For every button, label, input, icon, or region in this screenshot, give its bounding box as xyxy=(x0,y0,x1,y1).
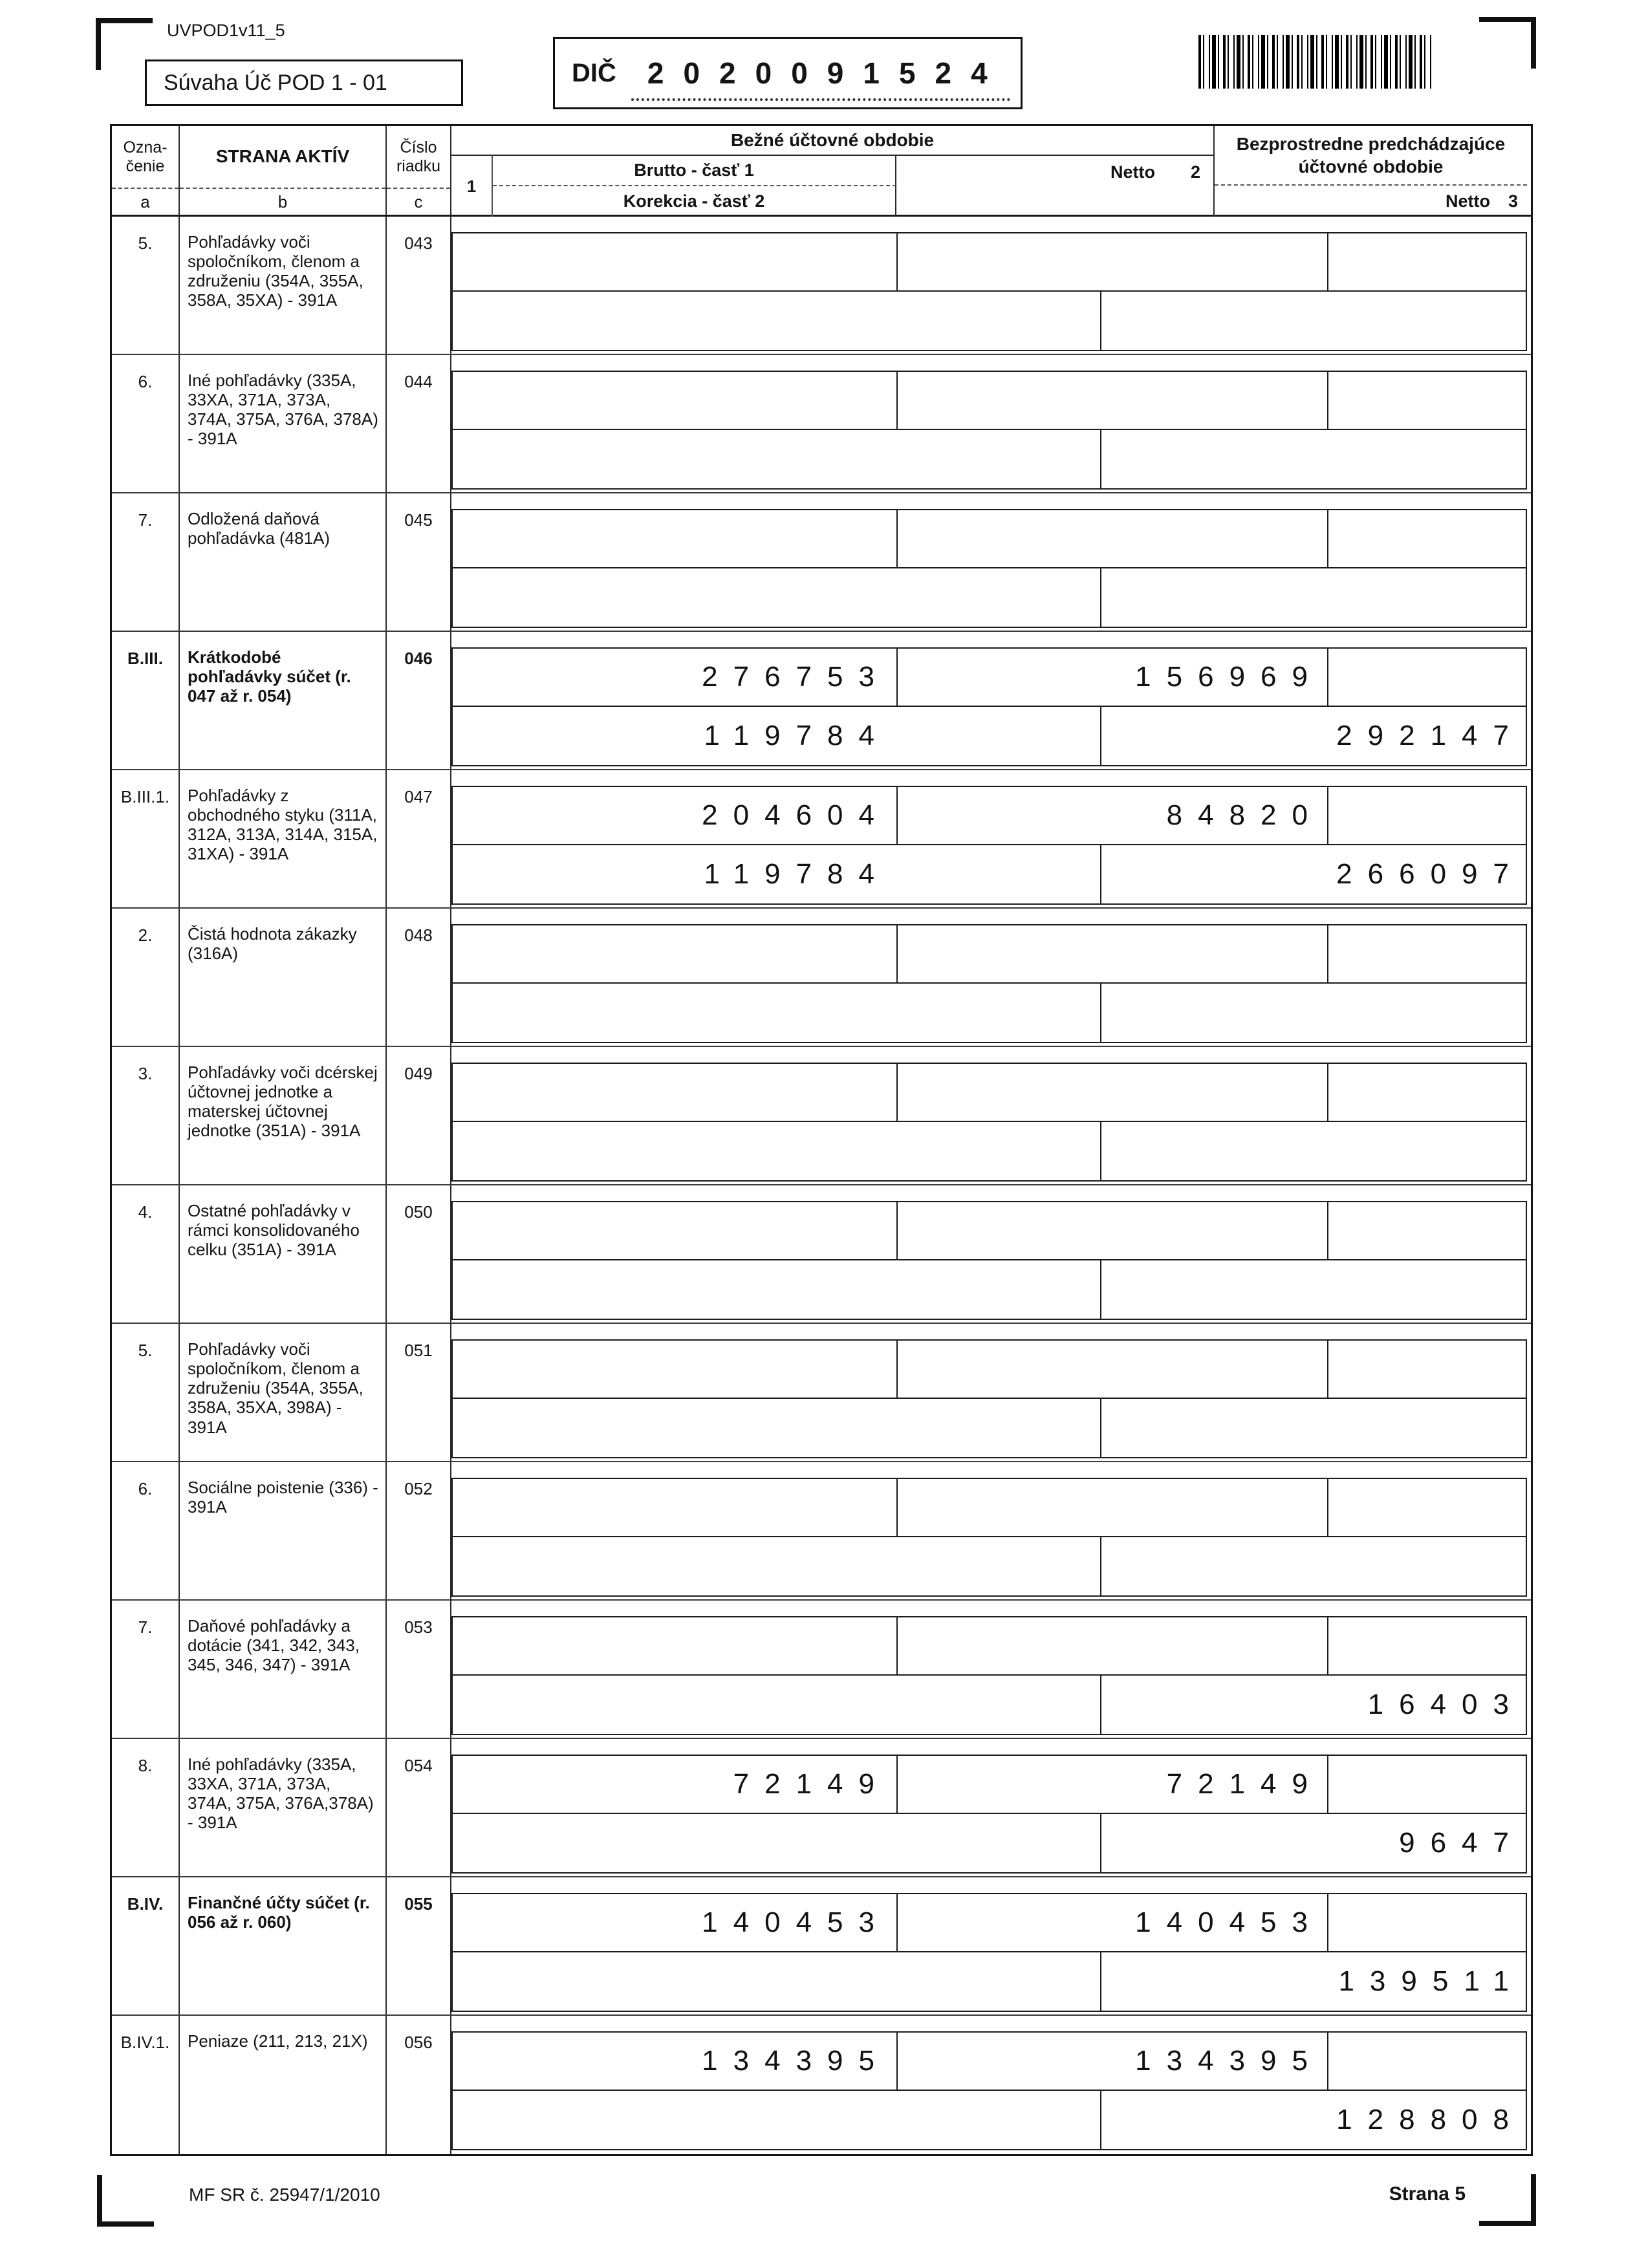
korekcia-and-previous-netto-cells xyxy=(451,1674,1527,1735)
table-row xyxy=(112,1601,1531,1739)
current-period-cells xyxy=(451,232,1328,292)
previous-netto-value: 139511 xyxy=(1338,1965,1524,1997)
netto-value: 84820 xyxy=(1166,799,1323,831)
netto-value: 156969 xyxy=(1135,661,1323,693)
row-label: Finančné účty súčet (r. 056 až r. 060) xyxy=(180,1877,387,2014)
previous-netto-value xyxy=(1099,1260,1526,1319)
row-designation: 6. xyxy=(112,355,180,492)
previous-netto-column-header xyxy=(1215,186,1527,217)
netto-label: Netto xyxy=(1110,162,1155,182)
crop-mark-top-left xyxy=(96,18,153,70)
row-label: Ostatné pohľadávky v rámci konsolidovaného celku (351A) - 391A xyxy=(180,1185,387,1323)
row-line-number: 055 xyxy=(387,1877,451,2014)
korekcia-and-previous-netto-cells xyxy=(451,429,1527,490)
previous-netto-value xyxy=(1099,1399,1526,1457)
row-designation: 5. xyxy=(112,1324,180,1461)
column-number-1: 1 xyxy=(451,156,493,217)
korekcia-and-previous-netto-cells xyxy=(451,1121,1527,1182)
table-row xyxy=(112,1462,1531,1601)
previous-period-header xyxy=(1215,126,1527,186)
korekcia-and-previous-netto-cells xyxy=(451,1813,1527,1874)
korekcia-and-previous-netto-cells xyxy=(451,1951,1527,2012)
row-value-area xyxy=(451,770,1531,907)
korekcia-and-previous-netto-cells xyxy=(451,290,1527,351)
korekcia-value xyxy=(453,1260,898,1319)
row-line-number: 049 xyxy=(387,1047,451,1184)
current-period-header: Bežné účtovné obdobie xyxy=(451,126,1215,156)
table-body xyxy=(112,217,1531,2154)
netto-value xyxy=(898,1202,1330,1259)
table-row xyxy=(112,1324,1531,1462)
table-row xyxy=(112,2016,1531,2154)
row-line-number: 051 xyxy=(387,1324,451,1461)
row-value-area xyxy=(451,1601,1531,1738)
line-number-title-line2: riadku xyxy=(396,157,441,175)
korekcia-and-previous-netto-cells xyxy=(451,706,1527,766)
line-number-column-header xyxy=(387,126,451,215)
dic-value: 2020091524 xyxy=(647,56,1007,90)
row-label: Pohľadávky voči spoločníkom, členom a združeniu (354A, 355A, 358A, 35XA) - 391A xyxy=(180,217,387,354)
previous-netto-value xyxy=(1099,430,1526,488)
korekcia-value xyxy=(453,1952,898,2011)
row-designation: 3. xyxy=(112,1047,180,1184)
netto-column-header xyxy=(898,156,1215,217)
brutto-value xyxy=(453,1202,898,1259)
korekcia-and-previous-netto-cells xyxy=(451,982,1527,1043)
brutto-value xyxy=(453,1341,898,1398)
netto-value: 140453 xyxy=(1135,1906,1323,1938)
current-period-cells xyxy=(451,1893,1328,1952)
korekcia-value xyxy=(453,1122,898,1180)
previous-netto-value: 292147 xyxy=(1336,720,1524,751)
previous-period-blank-cell xyxy=(1327,509,1527,568)
brutto-value: 204604 xyxy=(702,799,890,831)
table-row xyxy=(112,355,1531,493)
korekcia-value xyxy=(453,1537,898,1595)
previous-period-blank-cell xyxy=(1327,1201,1527,1260)
table-header xyxy=(112,126,1531,217)
korekcia-and-previous-netto-cells xyxy=(451,1398,1527,1458)
row-designation: 7. xyxy=(112,1601,180,1738)
korekcia-column-header: Korekcia - časť 2 xyxy=(493,186,896,217)
line-number-column-title xyxy=(387,126,450,188)
netto-value xyxy=(898,1341,1330,1398)
column-letter-c: c xyxy=(387,188,450,215)
korekcia-value: 119784 xyxy=(704,858,890,890)
previous-netto-label: Netto xyxy=(1445,191,1490,211)
designation-column-title xyxy=(112,126,179,188)
row-value-area xyxy=(451,355,1531,492)
dic-label: DIČ xyxy=(572,58,616,87)
table-row xyxy=(112,1047,1531,1185)
netto-value xyxy=(898,1617,1330,1674)
designation-title-line2: čenie xyxy=(125,157,165,175)
current-period-cells xyxy=(451,1616,1328,1676)
row-label: Pohľadávky voči dcérskej účtovnej jednotke a materskej účtovnej jednotke (351A) - 391A xyxy=(180,1047,387,1184)
row-line-number: 050 xyxy=(387,1185,451,1323)
row-label: Daňové pohľadávky a dotácie (341, 342, 343, 345, 346, 347) - 391A xyxy=(180,1601,387,1738)
form-version-code: UVPOD1v11_5 xyxy=(167,21,285,40)
designation-title-line1: Ozna- xyxy=(123,138,168,157)
barcode xyxy=(1198,35,1433,89)
crop-mark-top-right xyxy=(1479,17,1536,69)
row-designation: 7. xyxy=(112,493,180,631)
form-reference: MF SR č. 25947/1/2010 xyxy=(189,2185,380,2205)
row-designation: 6. xyxy=(112,1462,180,1599)
table-row xyxy=(112,632,1531,770)
table-row xyxy=(112,1739,1531,1877)
period-headers xyxy=(451,126,1531,215)
previous-period-blank-cell xyxy=(1327,647,1527,707)
row-line-number: 047 xyxy=(387,770,451,907)
row-designation: 4. xyxy=(112,1185,180,1323)
row-value-area xyxy=(451,493,1531,631)
previous-period-blank-cell xyxy=(1327,371,1527,430)
current-period-cells xyxy=(451,371,1328,430)
row-value-area xyxy=(451,1877,1531,2014)
row-value-area xyxy=(451,909,1531,1046)
line-number-title-line1: Číslo xyxy=(400,138,437,157)
brutto-value: 140453 xyxy=(702,1906,890,1938)
row-line-number: 045 xyxy=(387,493,451,631)
brutto-value xyxy=(453,372,898,429)
strana-aktiv-column-header xyxy=(180,126,387,215)
row-line-number: 043 xyxy=(387,217,451,354)
brutto-value: 276753 xyxy=(702,661,890,693)
current-period-cells xyxy=(451,1478,1328,1537)
previous-netto-value: 16403 xyxy=(1367,1689,1524,1720)
previous-period-blank-cell xyxy=(1327,1616,1527,1676)
current-period-cells xyxy=(451,647,1328,707)
row-label: Čistá hodnota zákazky (316A) xyxy=(180,909,387,1046)
netto-value xyxy=(898,1479,1330,1536)
netto-value: 72149 xyxy=(1166,1768,1323,1800)
netto-value xyxy=(898,233,1330,290)
row-line-number: 056 xyxy=(387,2016,451,2154)
current-period-cells xyxy=(451,1339,1328,1399)
brutto-value xyxy=(453,233,898,290)
row-line-number: 044 xyxy=(387,355,451,492)
row-value-area xyxy=(451,217,1531,354)
korekcia-value xyxy=(453,1399,898,1457)
korekcia-value xyxy=(453,2091,898,2149)
previous-period-blank-cell xyxy=(1327,1755,1527,1814)
row-designation: B.III. xyxy=(112,632,180,769)
row-label: Krátkodobé pohľadávky súčet (r. 047 až r. 054) xyxy=(180,632,387,769)
current-period-cells xyxy=(451,509,1328,568)
current-period-cells xyxy=(451,2031,1328,2091)
row-line-number: 052 xyxy=(387,1462,451,1599)
previous-netto-value xyxy=(1099,1122,1526,1180)
column-letter-b: b xyxy=(180,188,385,215)
row-designation: 8. xyxy=(112,1739,180,1876)
row-designation: B.III.1. xyxy=(112,770,180,907)
row-value-area xyxy=(451,1185,1531,1323)
row-line-number: 053 xyxy=(387,1601,451,1738)
korekcia-and-previous-netto-cells xyxy=(451,844,1527,905)
form-title-box xyxy=(145,59,463,106)
strana-aktiv-title: STRANA AKTÍV xyxy=(215,146,350,167)
brutto-value xyxy=(453,925,898,982)
korekcia-value xyxy=(453,1814,898,1872)
row-line-number: 054 xyxy=(387,1739,451,1876)
page-number: Strana 5 xyxy=(1389,2183,1466,2205)
korekcia-value xyxy=(453,292,898,350)
netto-value xyxy=(898,372,1330,429)
netto-value xyxy=(898,925,1330,982)
brutto-value: 134395 xyxy=(702,2045,890,2077)
current-period-cells xyxy=(451,1201,1328,1260)
assets-table xyxy=(110,124,1533,2156)
previous-netto-value xyxy=(1099,984,1526,1042)
previous-netto-value: 128808 xyxy=(1336,2104,1524,2135)
previous-netto-value: 9647 xyxy=(1399,1827,1524,1859)
dic-comb-line xyxy=(631,98,1010,101)
row-label: Pohľadávky z obchodného styku (311A, 312A, 313A, 314A, 315A, 31XA) - 391A xyxy=(180,770,387,907)
previous-netto-value xyxy=(1099,568,1526,627)
dic-box xyxy=(553,37,1023,109)
designation-column-header xyxy=(112,126,180,215)
netto-value xyxy=(898,1064,1330,1121)
netto-value xyxy=(898,510,1330,567)
row-label: Iné pohľadávky (335A, 33XA, 371A, 373A, 374A, 375A, 376A,378A) - 391A xyxy=(180,1739,387,1876)
table-row xyxy=(112,217,1531,355)
column-number-3: 3 xyxy=(1508,191,1518,211)
row-line-number: 046 xyxy=(387,632,451,769)
column-number-2: 2 xyxy=(1190,162,1200,182)
brutto-value xyxy=(453,1617,898,1674)
korekcia-and-previous-netto-cells xyxy=(451,1536,1527,1597)
korekcia-and-previous-netto-cells xyxy=(451,567,1527,628)
row-label: Iné pohľadávky (335A, 33XA, 371A, 373A, 374A, 375A, 376A, 378A) - 391A xyxy=(180,355,387,492)
korekcia-value xyxy=(453,430,898,488)
row-label: Pohľadávky voči spoločníkom, členom a združeniu (354A, 355A, 358A, 35XA, 398A) - 391A xyxy=(180,1324,387,1461)
korekcia-value xyxy=(453,1676,898,1734)
korekcia-value xyxy=(453,568,898,627)
previous-period-blank-cell xyxy=(1327,1339,1527,1399)
previous-period-blank-cell xyxy=(1327,924,1527,984)
crop-mark-bottom-right xyxy=(1479,2174,1536,2226)
current-period-cells xyxy=(451,1063,1328,1122)
row-designation: 2. xyxy=(112,909,180,1046)
korekcia-value: 119784 xyxy=(704,720,890,751)
row-designation: B.IV.1. xyxy=(112,2016,180,2154)
table-row xyxy=(112,1185,1531,1324)
previous-period-blank-cell xyxy=(1327,1478,1527,1537)
row-value-area xyxy=(451,1047,1531,1184)
previous-period-blank-cell xyxy=(1327,786,1527,845)
row-value-area xyxy=(451,1462,1531,1599)
table-row xyxy=(112,909,1531,1047)
previous-period-line2: účtovné obdobie xyxy=(1298,157,1444,177)
previous-netto-value xyxy=(1099,1537,1526,1595)
previous-period-blank-cell xyxy=(1327,232,1527,292)
brutto-value xyxy=(453,510,898,567)
brutto-column-header: Brutto - časť 1 xyxy=(493,156,896,186)
previous-period-blank-cell xyxy=(1327,1063,1527,1122)
form-title: Súvaha Úč POD 1 - 01 xyxy=(164,70,387,95)
brutto-value xyxy=(453,1479,898,1536)
korekcia-value xyxy=(453,984,898,1042)
previous-netto-value: 266097 xyxy=(1336,858,1524,890)
brutto-value: 72149 xyxy=(733,1768,890,1800)
row-line-number: 048 xyxy=(387,909,451,1046)
brutto-value xyxy=(453,1064,898,1121)
table-row xyxy=(112,1877,1531,2016)
netto-value: 134395 xyxy=(1135,2045,1323,2077)
crop-mark-bottom-left xyxy=(97,2175,154,2227)
korekcia-and-previous-netto-cells xyxy=(451,1259,1527,1320)
previous-period-line1: Bezprostredne predchádzajúce xyxy=(1236,134,1506,154)
column-letter-a: a xyxy=(112,188,179,215)
row-label: Odložená daňová pohľadávka (481A) xyxy=(180,493,387,631)
previous-period-blank-cell xyxy=(1327,2031,1527,2091)
row-designation: 5. xyxy=(112,217,180,354)
table-row xyxy=(112,493,1531,632)
previous-period-blank-cell xyxy=(1327,1893,1527,1952)
row-label: Peniaze (211, 213, 21X) xyxy=(180,2016,387,2154)
row-value-area xyxy=(451,1739,1531,1876)
row-value-area xyxy=(451,632,1531,769)
current-period-cells xyxy=(451,1755,1328,1814)
current-period-cells xyxy=(451,786,1328,845)
row-value-area xyxy=(451,1324,1531,1461)
table-row xyxy=(112,770,1531,909)
row-label: Sociálne poistenie (336) - 391A xyxy=(180,1462,387,1599)
current-period-cells xyxy=(451,924,1328,984)
row-designation: B.IV. xyxy=(112,1877,180,2014)
korekcia-and-previous-netto-cells xyxy=(451,2090,1527,2150)
previous-netto-value xyxy=(1099,292,1526,350)
row-value-area xyxy=(451,2016,1531,2154)
